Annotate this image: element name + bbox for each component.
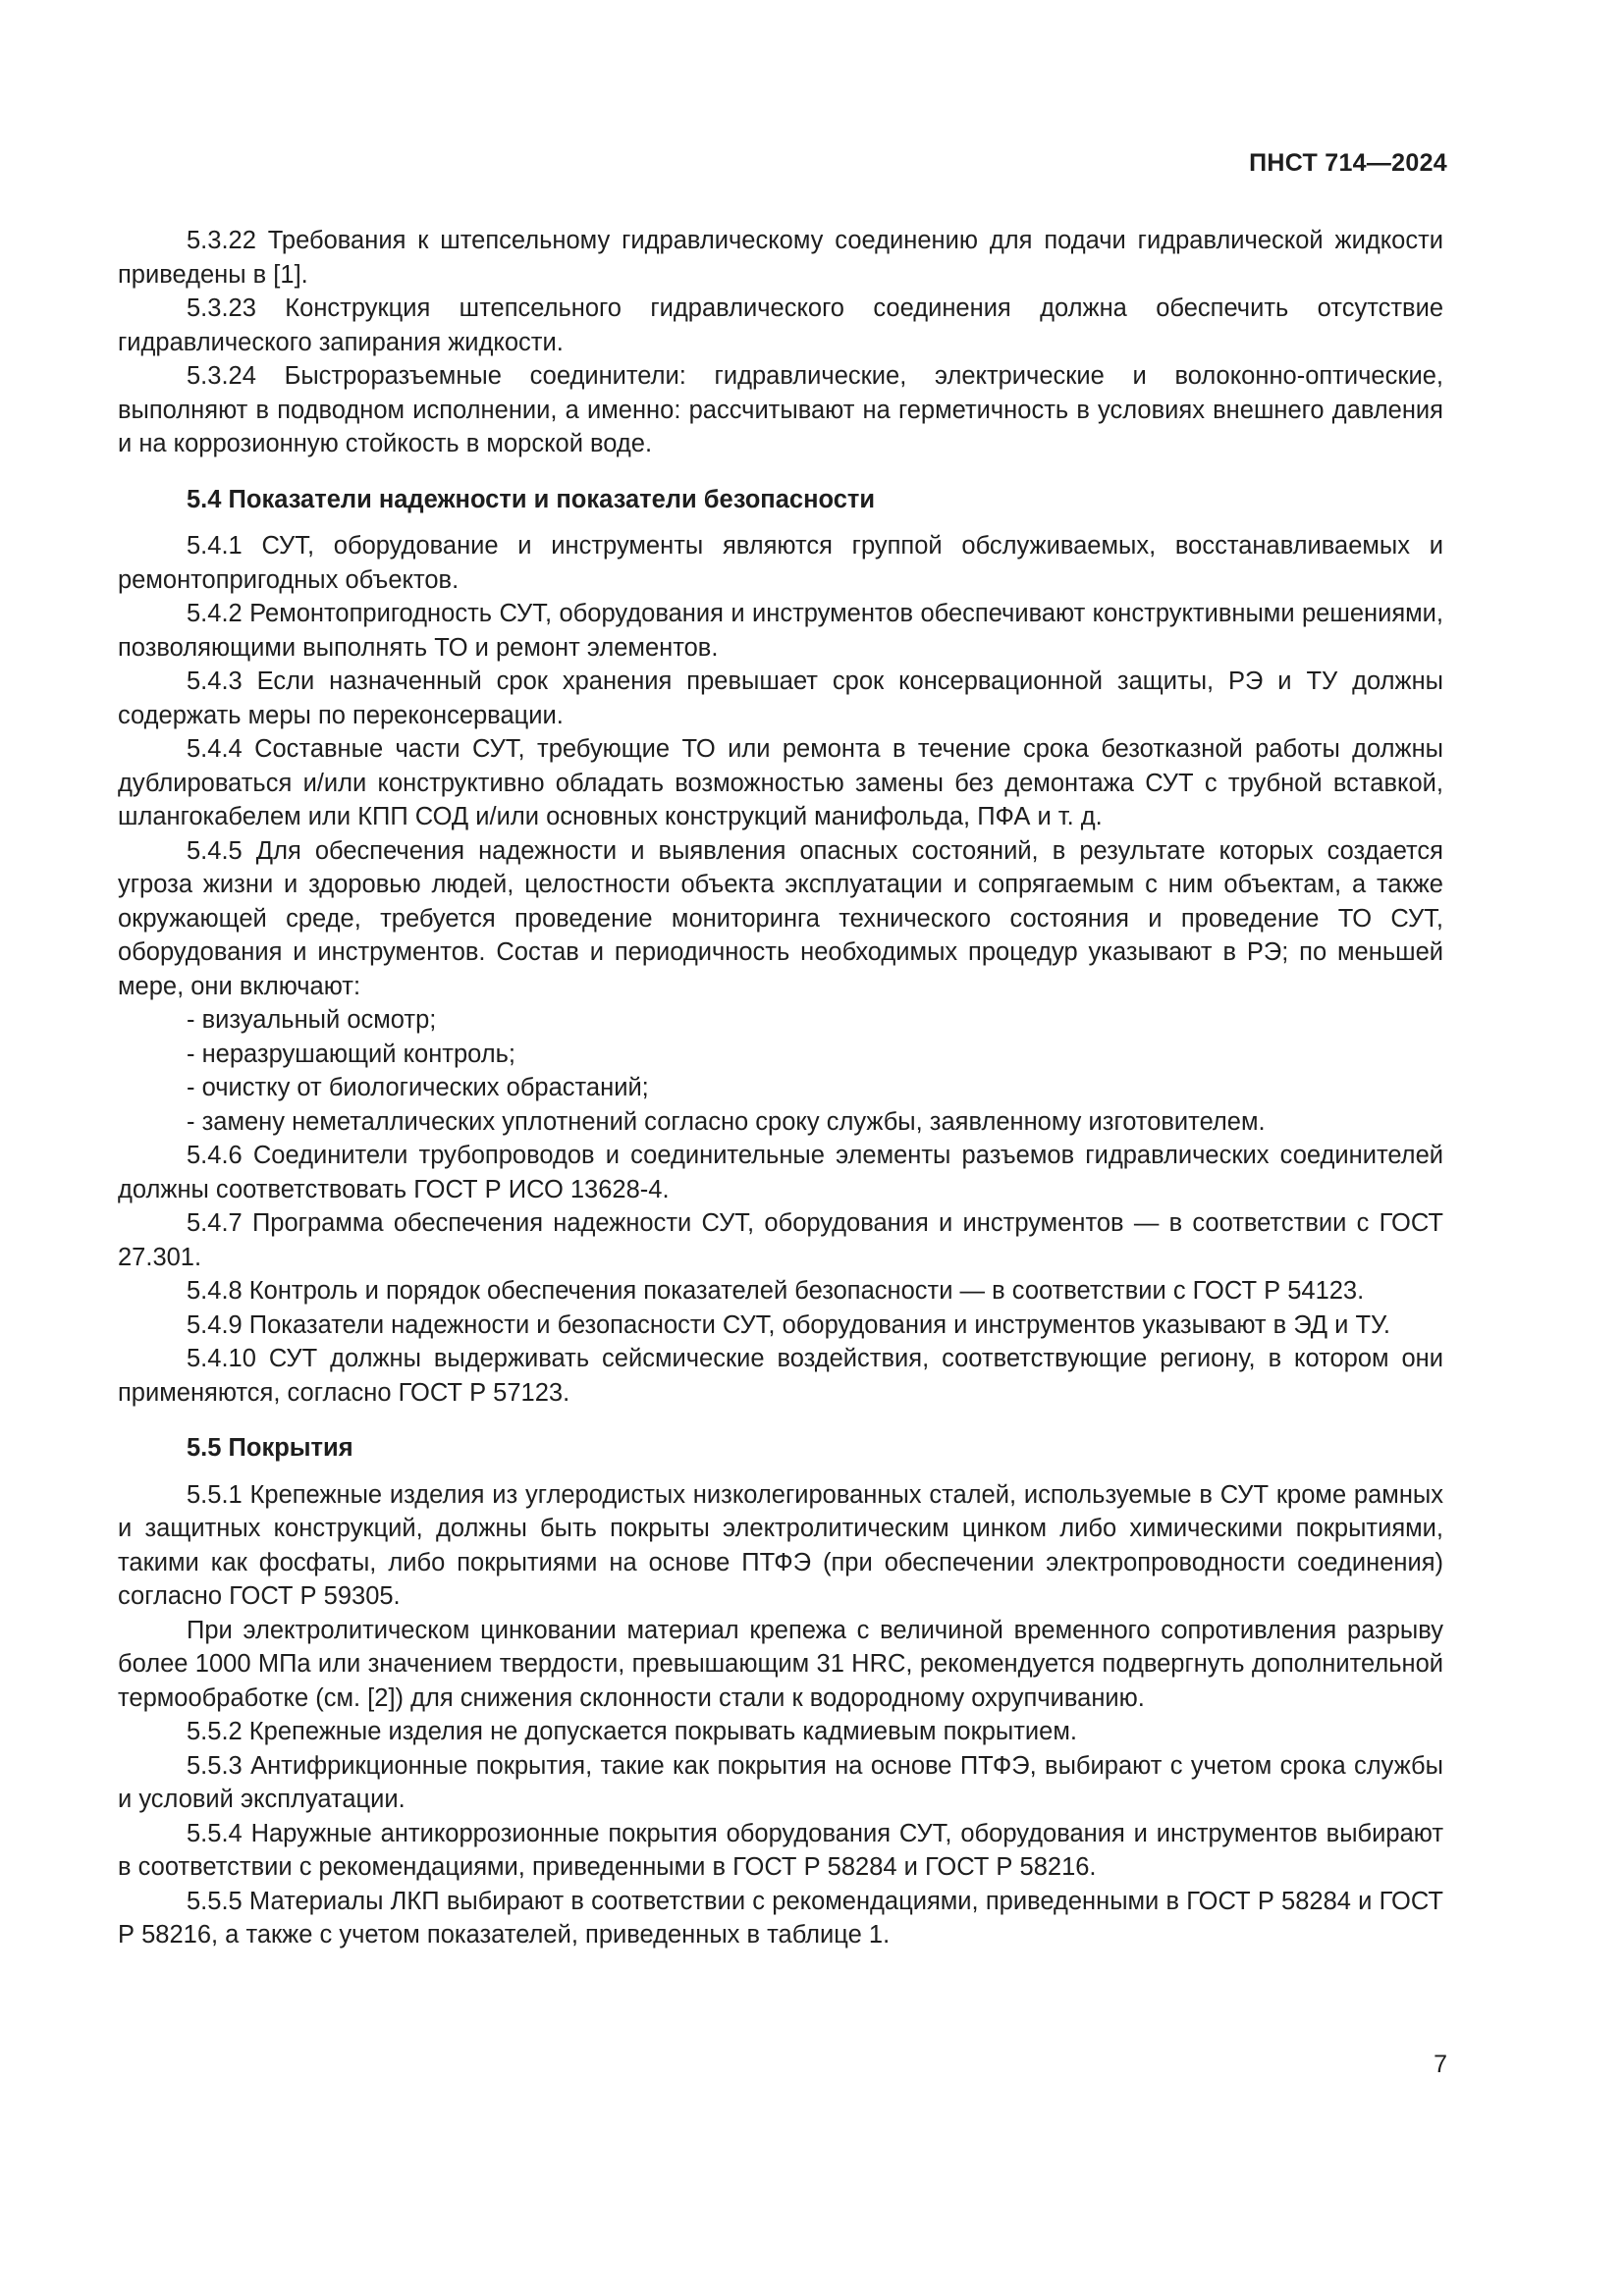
list-item: - визуальный осмотр; <box>187 1003 1443 1038</box>
clause-5-3-23: 5.3.23 Конструкция штепсельного гидравлического соединения должна обеспечить отсутствие гидравлического запирания жидкости. <box>118 294 1443 356</box>
section-5-4-heading: 5.4 Показатели надежности и показатели безопасности <box>187 485 876 513</box>
clause-5-3-24: 5.3.24 Быстроразъемные соединители: гидравлические, электрические и волоконно-оптические, выполняют в подводном исполнении, а именно: рассчитывают на герметичность в условиях внешнего давления и на коррозионную стойкость в морской воде. <box>118 362 1443 457</box>
clause-5-4-3: 5.4.3 Если назначенный срок хранения превышает срок консервационной защиты, РЭ и ТУ должны содержать меры по переконсервации. <box>118 667 1443 729</box>
clause-5-4-8: 5.4.8 Контроль и порядок обеспечения показателей безопасности — в соответствии с ГОСТ Р 54123. <box>187 1277 1365 1305</box>
clause-5-5-5: 5.5.5 Материалы ЛКП выбирают в соответствии с рекомендациями, приведенными в ГОСТ Р 58284 и ГОСТ Р 58216, а также с учетом показателей, приведенных в таблице 1. <box>118 1887 1443 1949</box>
clause-5-4-4: 5.4.4 Составные части СУТ, требующие ТО или ремонта в течение срока безотказной работы должны дублироваться и/или конструктивно обладать возможностью замены без демонтажа СУТ с трубной вставкой, шлангокабелем или КПП СОД и/или основных конструкций манифольда, ПФА и т. д. <box>118 735 1443 830</box>
clause-5-5-1: 5.5.1 Крепежные изделия из углеродистых низколегированных сталей, используемые в СУТ кроме рамных и защитных конструкций, должны быть покрыты электролитическим цинком либо химическими покрытиями, такими как фосфаты, либо покрытиями на основе ПТФЭ (при обеспечении электропроводности соединения) согласно ГОСТ Р 59305. <box>118 1480 1443 1610</box>
list-item: - неразрушающий контроль; <box>187 1038 1443 1072</box>
clause-5-4-9: 5.4.9 Показатели надежности и безопасности СУТ, оборудования и инструментов указывают в ЭД и ТУ. <box>187 1310 1390 1339</box>
maintenance-procedures-list <box>118 1003 1443 1139</box>
page-body <box>118 224 1443 1952</box>
page-number: 7 <box>1434 2051 1447 2078</box>
list-item: - замену неметаллических уплотнений согласно сроку службы, заявленному изготовителем. <box>187 1105 1443 1140</box>
clause-5-3-22: 5.3.22 Требования к штепсельному гидравлическому соединению для подачи гидравлической жидкости приведены в [1]. <box>118 227 1443 289</box>
clause-5-4-6: 5.4.6 Соединители трубопроводов и соединительные элементы разъемов гидравлических соединителей должны соответствовать ГОСТ Р ИСО 13628-4. <box>118 1142 1443 1203</box>
section-5-5-heading: 5.5 Покрытия <box>187 1434 353 1462</box>
clause-5-4-2: 5.4.2 Ремонтопригодность СУТ, оборудования и инструментов обеспечивают конструктивными решениями, позволяющими выполнять ТО и ремонт элементов. <box>118 600 1443 662</box>
document-code: ПНСТ 714—2024 <box>1249 149 1447 177</box>
clause-5-5-1-note: При электролитическом цинковании материал крепежа с величиной временного сопротивления разрыву более 1000 МПа или значением твердости, превышающим 31 HRC, рекомендуется подвергнуть дополнительной термообработке (см. [2]) для снижения склонности стали к водородному охрупчиванию. <box>118 1616 1443 1712</box>
clause-5-5-3: 5.5.3 Антифрикционные покрытия, такие как покрытия на основе ПТФЭ, выбирают с учетом срока службы и условий эксплуатации. <box>118 1751 1443 1813</box>
clause-5-4-5: 5.4.5 Для обеспечения надежности и выявления опасных состояний, в результате которых создается угроза жизни и здоровью людей, целостности объекта эксплуатации и сопрягаемым с ним объектам, а также окружающей среде, требуется проведение мониторинга технического состояния и проведение ТО СУТ, оборудования и инструментов. Состав и периодичность необходимых процедур указывают в РЭ; по меньшей мере, они включают: <box>118 836 1443 1000</box>
clause-5-4-10: 5.4.10 СУТ должны выдерживать сейсмические воздействия, соответствующие региону, в котором они применяются, согласно ГОСТ Р 57123. <box>118 1345 1443 1407</box>
clause-5-5-2: 5.5.2 Крепежные изделия не допускается покрывать кадмиевым покрытием. <box>187 1718 1077 1745</box>
clause-5-5-4: 5.5.4 Наружные антикоррозионные покрытия оборудования СУТ, оборудования и инструментов выбирают в соответствии с рекомендациями, приведенными в ГОСТ Р 58284 и ГОСТ Р 58216. <box>118 1819 1443 1881</box>
clause-5-4-1: 5.4.1 СУТ, оборудование и инструменты являются группой обслуживаемых, восстанавливаемых и ремонтопригодных объектов. <box>118 532 1443 594</box>
list-item: - очистку от биологических обрастаний; <box>187 1071 1443 1105</box>
clause-5-4-7: 5.4.7 Программа обеспечения надежности СУТ, оборудования и инструментов — в соответствии с ГОСТ 27.301. <box>118 1209 1443 1271</box>
